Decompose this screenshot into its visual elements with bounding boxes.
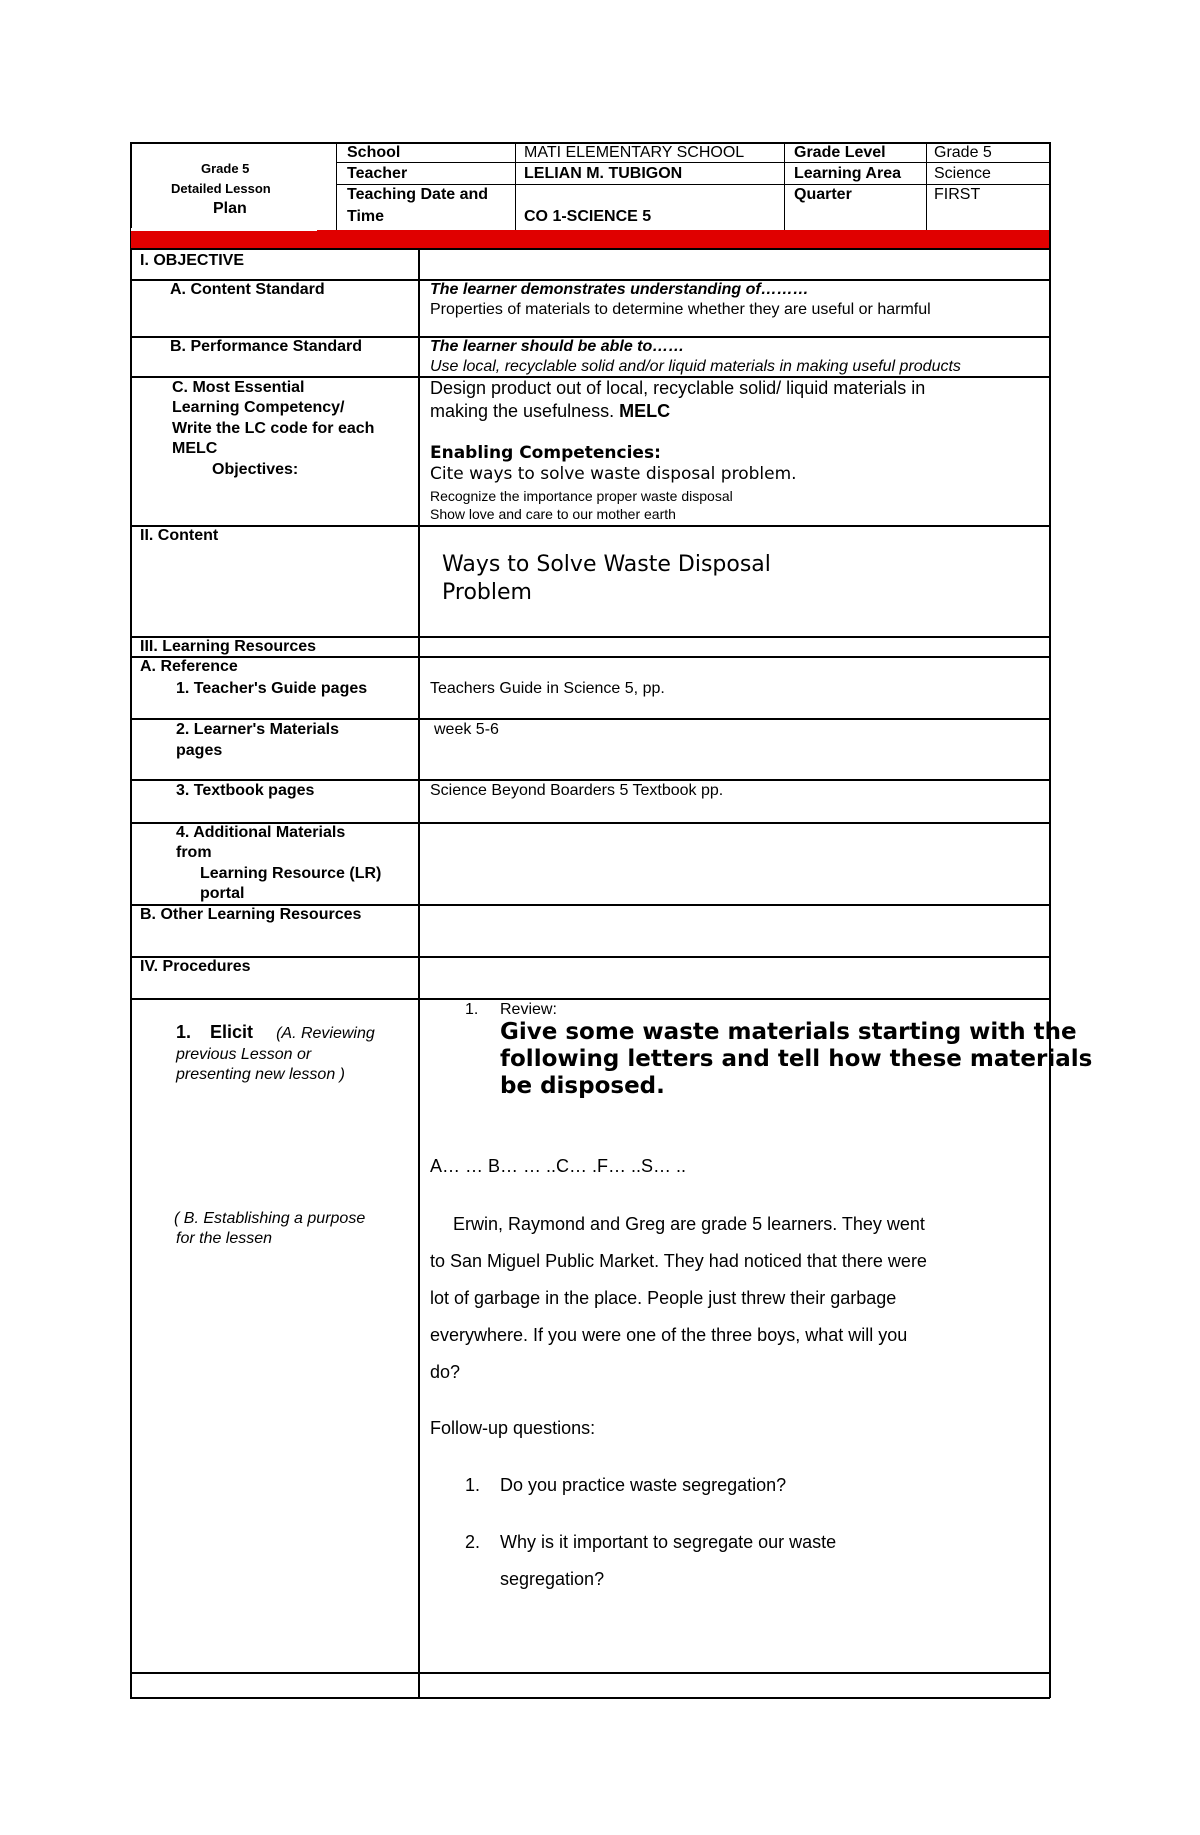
question-2-line2: segregation? (500, 1569, 605, 1589)
additional-materials-line4: portal (200, 885, 245, 902)
learning-area-value: Science (934, 165, 991, 182)
rule (418, 250, 420, 1698)
content-label: II. Content (140, 527, 219, 544)
enabling-competency-1: Cite ways to solve waste disposal problem. (430, 464, 797, 484)
red-divider-bar (131, 230, 1049, 248)
learners-materials-label-line2: pages (176, 742, 223, 759)
rule (130, 1697, 1050, 1699)
plan-title-line2: Detailed Lesson (171, 181, 271, 196)
date-label-line2: Time (347, 208, 385, 225)
textbook-label: 3. Textbook pages (176, 782, 315, 799)
rule (337, 184, 1050, 185)
elicit-sub2: previous Lesson or (176, 1046, 312, 1063)
plan-title-line1: Grade 5 (201, 161, 250, 176)
resources-heading: III. Learning Resources (140, 638, 317, 655)
reference-label: A. Reference (140, 658, 238, 675)
elicit-sub1: (A. Reviewing (276, 1025, 375, 1042)
rule (515, 142, 516, 230)
review-question-line1: Give some waste materials starting with the (500, 1019, 1077, 1045)
content-standard-label: A. Content Standard (170, 281, 325, 298)
procedures-heading: IV. Procedures (140, 958, 251, 975)
learning-area-label: Learning Area (794, 165, 901, 182)
content-standard-lead: The learner demonstrates understanding of……… (430, 281, 809, 298)
purpose-line2: for the lessen (176, 1230, 273, 1247)
school-label: School (347, 144, 401, 161)
elicit-sub3: presenting new lesson ) (176, 1066, 345, 1083)
enabling-heading: Enabling Competencies: (430, 443, 661, 463)
rule (130, 248, 1050, 250)
learners-materials-label-line1: 2. Learner's Materials (176, 721, 339, 738)
textbook-value: Science Beyond Boarders 5 Textbook pp. (430, 782, 724, 799)
rule (130, 779, 1050, 781)
rule (784, 142, 785, 230)
melc-label-line3: Write the LC code for each (172, 420, 375, 437)
followup-label: Follow-up questions: (430, 1418, 596, 1438)
question-1-number: 1. (465, 1475, 481, 1495)
melc-text-line2 (430, 401, 670, 422)
story-line5: do? (430, 1362, 461, 1382)
content-standard-text: Properties of materials to determine whether they are useful or harmful (430, 301, 931, 318)
story-line1: Erwin, Raymond and Greg are grade 5 learners. They went (453, 1214, 925, 1234)
melc-text-line2a: making the usefulness. (430, 401, 620, 421)
teachers-guide-value: Teachers Guide in Science 5, pp. (430, 680, 665, 697)
grade-level-value: Grade 5 (934, 144, 992, 161)
melc-code: MELC (619, 401, 671, 421)
rule (130, 998, 1050, 1000)
purpose-line1: ( B. Establishing a purpose (174, 1210, 366, 1227)
elicit-heading (176, 1022, 375, 1043)
rule (130, 1672, 1050, 1674)
melc-label-line4: MELC (172, 440, 218, 457)
melc-text-line1: Design product out of local, recyclable solid/ liquid materials in (430, 378, 926, 398)
review-label: Review: (500, 1001, 557, 1018)
rule (130, 525, 1050, 527)
melc-label-line5: Objectives: (212, 461, 299, 478)
content-topic-line2: Problem (442, 580, 532, 605)
teacher-label: Teacher (347, 165, 408, 182)
melc-label-line2: Learning Competency/ (172, 399, 345, 416)
elicit-title: Elicit (210, 1022, 254, 1042)
enabling-competency-3: Show love and care to our mother earth (430, 506, 676, 522)
teacher-value: LELIAN M. TUBIGON (524, 165, 683, 182)
rule (130, 956, 1050, 958)
additional-materials-line2: from (176, 844, 212, 861)
plan-title-line3: Plan (213, 200, 247, 217)
performance-standard-lead: The learner should be able to…… (430, 338, 685, 355)
performance-standard-text: Use local, recyclable solid and/or liquid materials in making useful products (430, 358, 961, 375)
story-line2: to San Miguel Public Market. They had noticed that there were (430, 1251, 927, 1271)
objective-heading: I. OBJECTIVE (140, 252, 245, 269)
quarter-label: Quarter (794, 186, 852, 203)
content-topic-line1: Ways to Solve Waste Disposal (442, 552, 771, 577)
school-value: MATI ELEMENTARY SCHOOL (524, 144, 745, 161)
title-cell-underline (131, 228, 317, 231)
learners-materials-value: week 5-6 (434, 721, 499, 738)
additional-materials-line3: Learning Resource (LR) (200, 865, 382, 882)
question-2-line1: Why is it important to segregate our waste (500, 1532, 837, 1552)
rule (130, 718, 1050, 720)
teachers-guide-label: 1. Teacher's Guide pages (176, 680, 368, 697)
quarter-value: FIRST (934, 186, 981, 203)
letters-prompt: A… … B… … ..C… .F… ..S… .. (430, 1156, 687, 1176)
story-line3: lot of garbage in the place. People just threw their garbage (430, 1288, 897, 1308)
date-value: CO 1-SCIENCE 5 (524, 208, 652, 225)
review-question-line3: be disposed. (500, 1073, 665, 1099)
additional-materials-line1: 4. Additional Materials (176, 824, 346, 841)
melc-label-line1: C. Most Essential (172, 379, 305, 396)
date-label-line1: Teaching Date and (347, 186, 489, 203)
rule (926, 142, 927, 230)
enabling-competency-2: Recognize the importance proper waste disposal (430, 488, 733, 504)
rule (336, 142, 337, 230)
question-1: Do you practice waste segregation? (500, 1475, 787, 1495)
elicit-number: 1. (176, 1022, 192, 1042)
question-2-number: 2. (465, 1532, 481, 1552)
story-line4: everywhere. If you were one of the three boys, what will you (430, 1325, 908, 1345)
review-number: 1. (465, 1001, 479, 1018)
review-question-line2: following letters and tell how these materials (500, 1046, 1093, 1072)
other-resources-label: B. Other Learning Resources (140, 906, 362, 923)
performance-standard-label: B. Performance Standard (170, 338, 363, 355)
grade-level-label: Grade Level (794, 144, 886, 161)
